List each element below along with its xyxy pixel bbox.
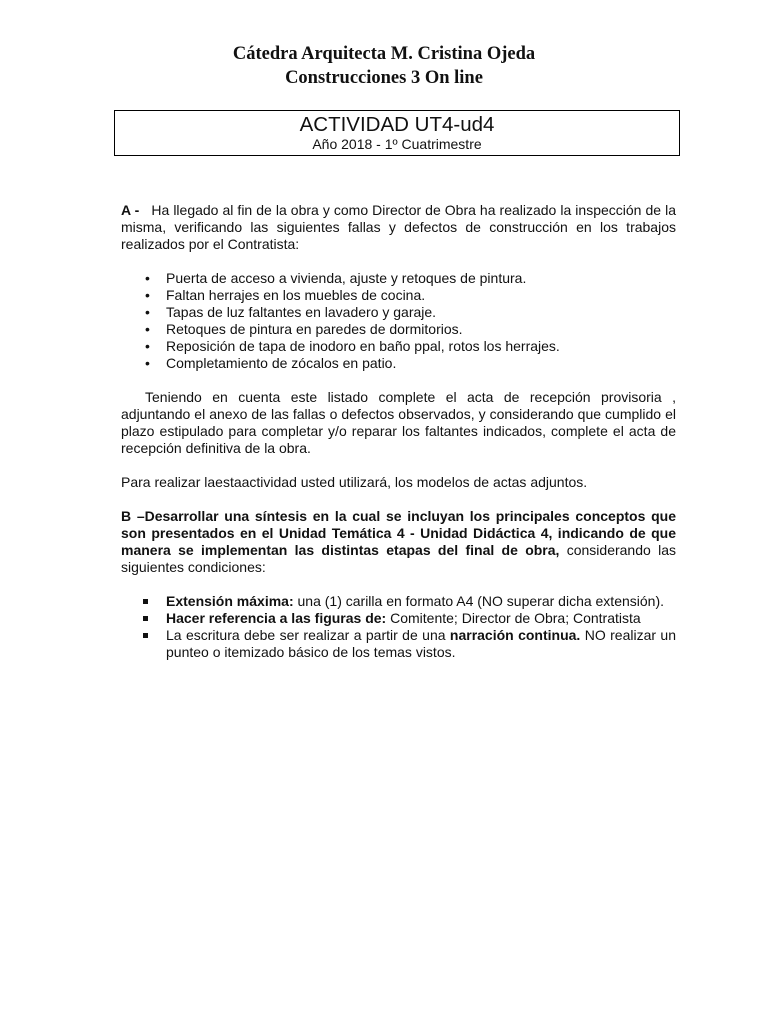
condition-label: narración continua. [449,627,581,643]
square-bullet-icon [143,616,148,621]
list-item-text: Tapas de luz faltantes en lavadero y garaje. [166,304,437,320]
section-b-intro-rest: considerando las siguientes condiciones: [121,542,676,575]
condition-text: NO realizar un punteo o itemizado básico de los temas vistos. [166,627,676,660]
section-a-intro-text: Ha llegado al fin de la obra y como Director de Obra ha realizado la inspección de la misma, verificando las siguientes fallas y defectos de construcción en los trabajos realizados por el Contratista: [121,202,680,252]
section-a-label: A - [121,202,140,218]
list-item [121,321,676,338]
square-bullet-icon [143,599,148,604]
list-item [121,610,676,627]
bullet-icon: • [145,338,150,354]
condition-text: Comitente; Director de Obra; Contratista [386,610,641,626]
list-item [121,338,676,355]
list-item [121,593,676,610]
section-b-bold-intro: B –Desarrollar una síntesis en la cual se incluyan los principales conceptos que son presentados en el Unidad Temática 4 - Unidad Didáctica 4, indicando de que manera se implementan las distintas etapas del final de obra, [121,508,676,558]
condition-pre-text: La escritura debe ser realizar a partir de una [166,627,450,643]
section-b-intro [121,508,676,576]
list-item-text: Reposición de tapa de inodoro en baño ppal, rotos los herrajes. [166,338,560,354]
section-a-paragraph: Teniendo en cuenta este listado complete el acta de recepción provisoria , adjuntando el anexo de las fallas o defectos observados, y considerando que cumplido el plazo estipulado para completar y/o reparar los faltantes indicados, complete el acta de recepción definitiva de la obra. [121,389,676,456]
list-item [121,270,676,287]
condition-label: Hacer referencia a las figuras de: [166,610,387,626]
bullet-icon: • [145,270,150,286]
list-item [121,355,676,372]
list-item [121,287,676,304]
list-item-text: Faltan herrajes en los muebles de cocina. [166,287,426,303]
section-a-models-note: Para realizar laestaactividad usted utilizará, los modelos de actas adjuntos. [121,474,588,490]
bullet-icon: • [145,355,150,371]
activity-subtitle: Año 2018 - 1º Cuatrimestre [312,136,482,152]
list-item [121,304,676,321]
defects-list [121,270,676,372]
bullet-icon: • [145,321,150,337]
list-item [121,627,676,661]
header-course-name: Construcciones 3 On line [285,68,483,88]
square-bullet-icon [143,633,148,638]
section-a-intro [121,202,680,253]
condition-label: Extensión máxima: [166,593,294,609]
activity-title-box [114,110,680,156]
condition-text: una (1) carilla en formato A4 (NO superar dicha extensión). [293,593,665,609]
conditions-list [121,593,676,661]
header-chair-name: Cátedra Arquitecta M. Cristina Ojeda [232,44,536,64]
list-item-text: Puerta de acceso a vivienda, ajuste y retoques de pintura. [166,270,527,286]
activity-title: ACTIVIDAD UT4-ud4 [299,113,495,136]
list-item-text: Retoques de pintura en paredes de dormitorios. [166,321,463,337]
document-body [121,202,680,661]
bullet-icon: • [145,304,150,320]
document-header [0,42,768,90]
bullet-icon: • [145,287,150,303]
list-item-text: Completamiento de zócalos en patio. [166,355,397,371]
